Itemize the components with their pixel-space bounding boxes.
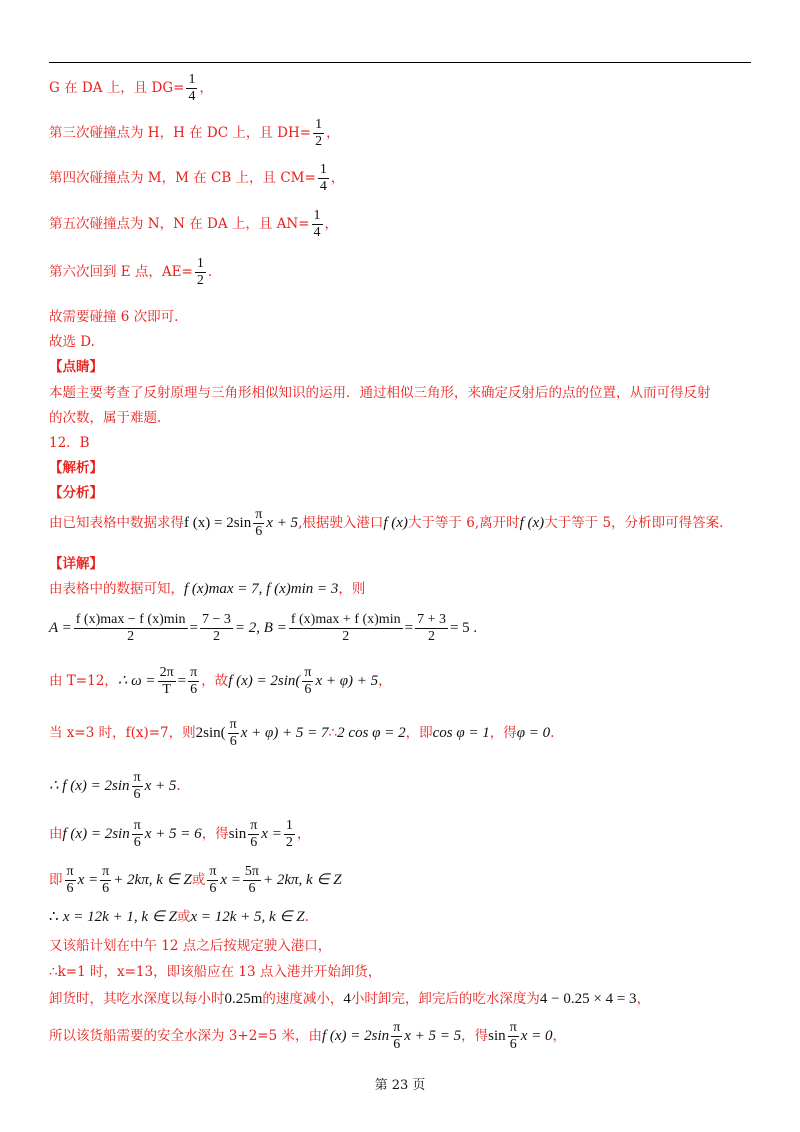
fraction-denominator: 6 (66, 881, 74, 896)
fraction (302, 665, 313, 698)
fraction-denominator: 6 (102, 881, 110, 896)
math: ∴ (49, 909, 59, 925)
math: φ = 0 (516, 725, 551, 741)
fraction (253, 507, 264, 540)
text: 由已知表格中数据求得 (49, 515, 184, 531)
fraction-denominator: 6 (133, 787, 141, 802)
section-heading-dianjing: 【点睛】 (49, 359, 103, 375)
math: x = 12k + 1, k ∈ Z (62, 909, 177, 925)
math: 2sin( (195, 725, 226, 741)
analysis-line (49, 507, 723, 540)
detail-line-1 (49, 577, 365, 598)
math: 4 (343, 991, 351, 1007)
detail-line-9: 又该船计划在中午 12 点之后按规定驶入港口， (49, 938, 332, 954)
text: 即 (49, 872, 63, 888)
comment-line-2: 的次数，属于难题. (49, 410, 162, 426)
fraction-numerator: π (509, 1020, 517, 1035)
fraction (200, 612, 233, 645)
comment-line-1: 本题主要考查了反射原理与三角形相似知识的运用．通过相似三角形，来确定反射后的点的位置，从而可得反射 (49, 385, 711, 401)
line-dh (49, 117, 340, 150)
fraction (228, 717, 239, 750)
detail-line-7 (49, 864, 342, 897)
math: ∴ f (x) = 2sin (49, 778, 130, 794)
fraction-denominator: 6 (393, 1037, 401, 1052)
text: ，得 (201, 826, 229, 842)
detail-line-8 (49, 905, 309, 926)
text: 第六次回到 E 点，AE= (49, 264, 193, 280)
fraction-numerator: π (393, 1020, 401, 1035)
text: ∴ (328, 725, 338, 741)
text: ， (636, 991, 651, 1007)
fraction-denominator: 6 (133, 835, 141, 850)
text: 第四次碰撞点为 M，M 在 CB 上，且 CM= (49, 170, 316, 186)
math: x + 5 (266, 515, 299, 531)
fraction-denominator: 4 (313, 225, 321, 240)
text: 大于等于 6,离开时 (407, 515, 520, 531)
text: ， (378, 673, 392, 689)
text: ， (324, 216, 339, 232)
fraction (289, 612, 403, 645)
math: = 5 . (449, 620, 478, 636)
fraction (243, 864, 261, 897)
fraction-denominator: 6 (250, 835, 258, 850)
text: . (550, 725, 555, 741)
text: ， (552, 1028, 567, 1044)
line-dg (49, 72, 213, 105)
fraction (158, 665, 176, 698)
math: 2 cos φ = 2 (337, 725, 406, 741)
text: ，故 (201, 673, 229, 689)
line-an (49, 208, 338, 241)
math: cos φ = 1 (432, 725, 490, 741)
fraction-denominator: 6 (304, 682, 312, 697)
fraction (65, 864, 76, 897)
math: 0.25m (224, 991, 263, 1007)
text: ,根据驶入港口 (298, 515, 384, 531)
fraction-denominator: 2 (342, 629, 350, 644)
question-number: 12．B (49, 435, 90, 451)
fraction-numerator: 1 (313, 208, 321, 223)
fraction (207, 864, 218, 897)
fraction-numerator: 5π (244, 864, 259, 879)
text: ， (296, 826, 311, 842)
section-heading-xiangjie: 【详解】 (49, 556, 103, 572)
math: + 2kπ, k ∈ Z (113, 872, 192, 888)
fraction-numerator: 1 (196, 256, 204, 271)
fraction-denominator: 6 (190, 682, 198, 697)
math: sin (228, 826, 247, 842)
text: ， (330, 170, 345, 186)
fraction-denominator: 6 (509, 1037, 517, 1052)
fraction-denominator: 6 (255, 524, 263, 539)
math: f (x) (519, 515, 545, 531)
fraction-numerator: π (250, 818, 258, 833)
detail-line-3 (49, 665, 392, 698)
text: 或 (191, 872, 206, 888)
text: 由 (49, 826, 63, 842)
detail-line-4 (49, 717, 554, 750)
math: sin (488, 1028, 506, 1044)
math: A = (49, 620, 72, 636)
text: ， (326, 125, 340, 141)
fraction-denominator: 2 (428, 629, 436, 644)
math: + 2kπ, k ∈ Z (263, 872, 342, 888)
fraction (248, 818, 259, 851)
text: 所以该货船需要的安全水深为 3+2=5 米，由 (49, 1028, 322, 1044)
fraction-denominator: 6 (209, 881, 217, 896)
fraction-numerator: π (255, 507, 263, 522)
text: . (207, 264, 213, 280)
text: . (176, 778, 181, 794)
detail-line-2 (49, 612, 477, 645)
fraction-numerator: 1 (319, 162, 327, 177)
text: 卸货时，其吃水深度以每小时 (49, 991, 225, 1007)
fraction (188, 665, 199, 698)
detail-line-6 (49, 818, 310, 851)
math: x = (220, 872, 241, 888)
fraction (132, 818, 143, 851)
math: = (404, 620, 414, 636)
text: 由 T=12， (49, 673, 118, 689)
math: x = (261, 826, 282, 842)
fraction-denominator: 6 (229, 734, 237, 749)
math: x + 5 (144, 778, 177, 794)
fraction-numerator: π (102, 864, 110, 879)
fraction (508, 1020, 519, 1053)
math: f (x)max = 7, f (x)min = 3 (184, 581, 339, 597)
fraction-denominator: 6 (248, 881, 256, 896)
fraction (186, 72, 197, 105)
math: = (177, 673, 187, 689)
text: . (304, 909, 309, 925)
math: x + φ) + 5 = 7 (240, 725, 329, 741)
fraction (100, 864, 111, 897)
fraction (391, 1020, 402, 1053)
fraction (318, 162, 329, 195)
fraction-denominator: 4 (319, 179, 327, 194)
text: 的速度减小， (262, 991, 344, 1007)
text: ，即 (405, 725, 433, 741)
section-heading-jiexi: 【解析】 (49, 460, 103, 476)
fraction (415, 612, 448, 645)
math: = (189, 620, 198, 636)
math: f (x) = 2sin (321, 1028, 390, 1044)
fraction-denominator: 4 (188, 89, 196, 104)
header-rule (49, 62, 751, 63)
text: ，得 (461, 1028, 489, 1044)
math: f (x) = 2sin (184, 515, 252, 531)
text: 小时卸完，卸完后的吃水深度为 (350, 991, 540, 1007)
detail-line-12 (49, 1020, 566, 1053)
math: x = (77, 872, 99, 888)
math: = 2, B = (234, 620, 287, 636)
math: f (x) = 2sin (62, 826, 130, 842)
text: 由表格中的数据可知， (49, 581, 184, 597)
math: f (x) (383, 515, 408, 531)
section-heading-fenxi: 【分析】 (49, 485, 103, 501)
fraction-numerator: π (209, 864, 217, 879)
fraction (195, 256, 206, 289)
text: ，得 (489, 725, 517, 741)
detail-line-5 (49, 770, 181, 803)
text: G 在 DA 上，且 DG= (49, 80, 185, 96)
text: 大于等于 5，分析即可得答案. (544, 515, 724, 531)
fraction-denominator: 2 (196, 273, 204, 288)
page-number: 第 23 页 (374, 1078, 426, 1093)
math: x + 5 = 6 (144, 826, 202, 842)
math: x + φ) + 5 (315, 673, 379, 689)
answer-line: 故选 D. (49, 334, 95, 350)
math: 4 − 0.25 × 4 = 3 (539, 991, 637, 1007)
fraction-numerator: 1 (188, 72, 196, 87)
text: 当 x=3 时，f(x)=7，则 (49, 725, 196, 741)
fraction-numerator: f (x)max + f (x)min (290, 612, 401, 627)
conclusion-line: 故需要碰撞 6 次即可. (49, 309, 179, 325)
math: x + 5 = 5 (404, 1028, 462, 1044)
fraction-numerator: 1 (315, 117, 323, 132)
text: 第五次碰撞点为 N，N 在 DA 上，且 AN= (49, 216, 310, 232)
math: f (x) = 2sin( (228, 673, 301, 689)
fraction-numerator: 7 − 3 (202, 612, 231, 627)
fraction-numerator: π (133, 818, 141, 833)
fraction-numerator: 1 (285, 818, 293, 833)
detail-line-11 (49, 987, 650, 1008)
line-cm (49, 162, 344, 195)
fraction-numerator: π (229, 717, 237, 732)
fraction (313, 117, 324, 150)
fraction-numerator: π (133, 770, 141, 785)
fraction-denominator: 2 (315, 134, 323, 149)
text: 或 (176, 909, 191, 925)
fraction-numerator: 7 + 3 (417, 612, 446, 627)
fraction (312, 208, 323, 241)
text: ，则 (338, 581, 366, 597)
fraction (74, 612, 188, 645)
fraction-denominator: 2 (212, 629, 220, 644)
fraction-denominator: 2 (285, 835, 293, 850)
math: ∴ ω = (117, 673, 156, 689)
text: ， (199, 80, 213, 96)
fraction-denominator: T (162, 682, 171, 697)
fraction (132, 770, 143, 803)
fraction-denominator: 2 (127, 629, 135, 644)
math: x = 0 (520, 1028, 553, 1044)
text: 第三次碰撞点为 H，H 在 DC 上，且 DH= (49, 125, 312, 141)
line-ae (49, 256, 212, 289)
fraction-numerator: 2π (159, 665, 174, 680)
detail-line-10: ∴k=1 时，x=13，即该船应在 13 点入港并开始卸货， (49, 964, 382, 980)
fraction-numerator: π (66, 864, 74, 879)
fraction (284, 818, 295, 851)
fraction-numerator: f (x)max − f (x)min (75, 612, 186, 627)
fraction-numerator: π (304, 665, 312, 680)
math: x = 12k + 5, k ∈ Z (190, 909, 305, 925)
fraction-numerator: π (190, 665, 198, 680)
